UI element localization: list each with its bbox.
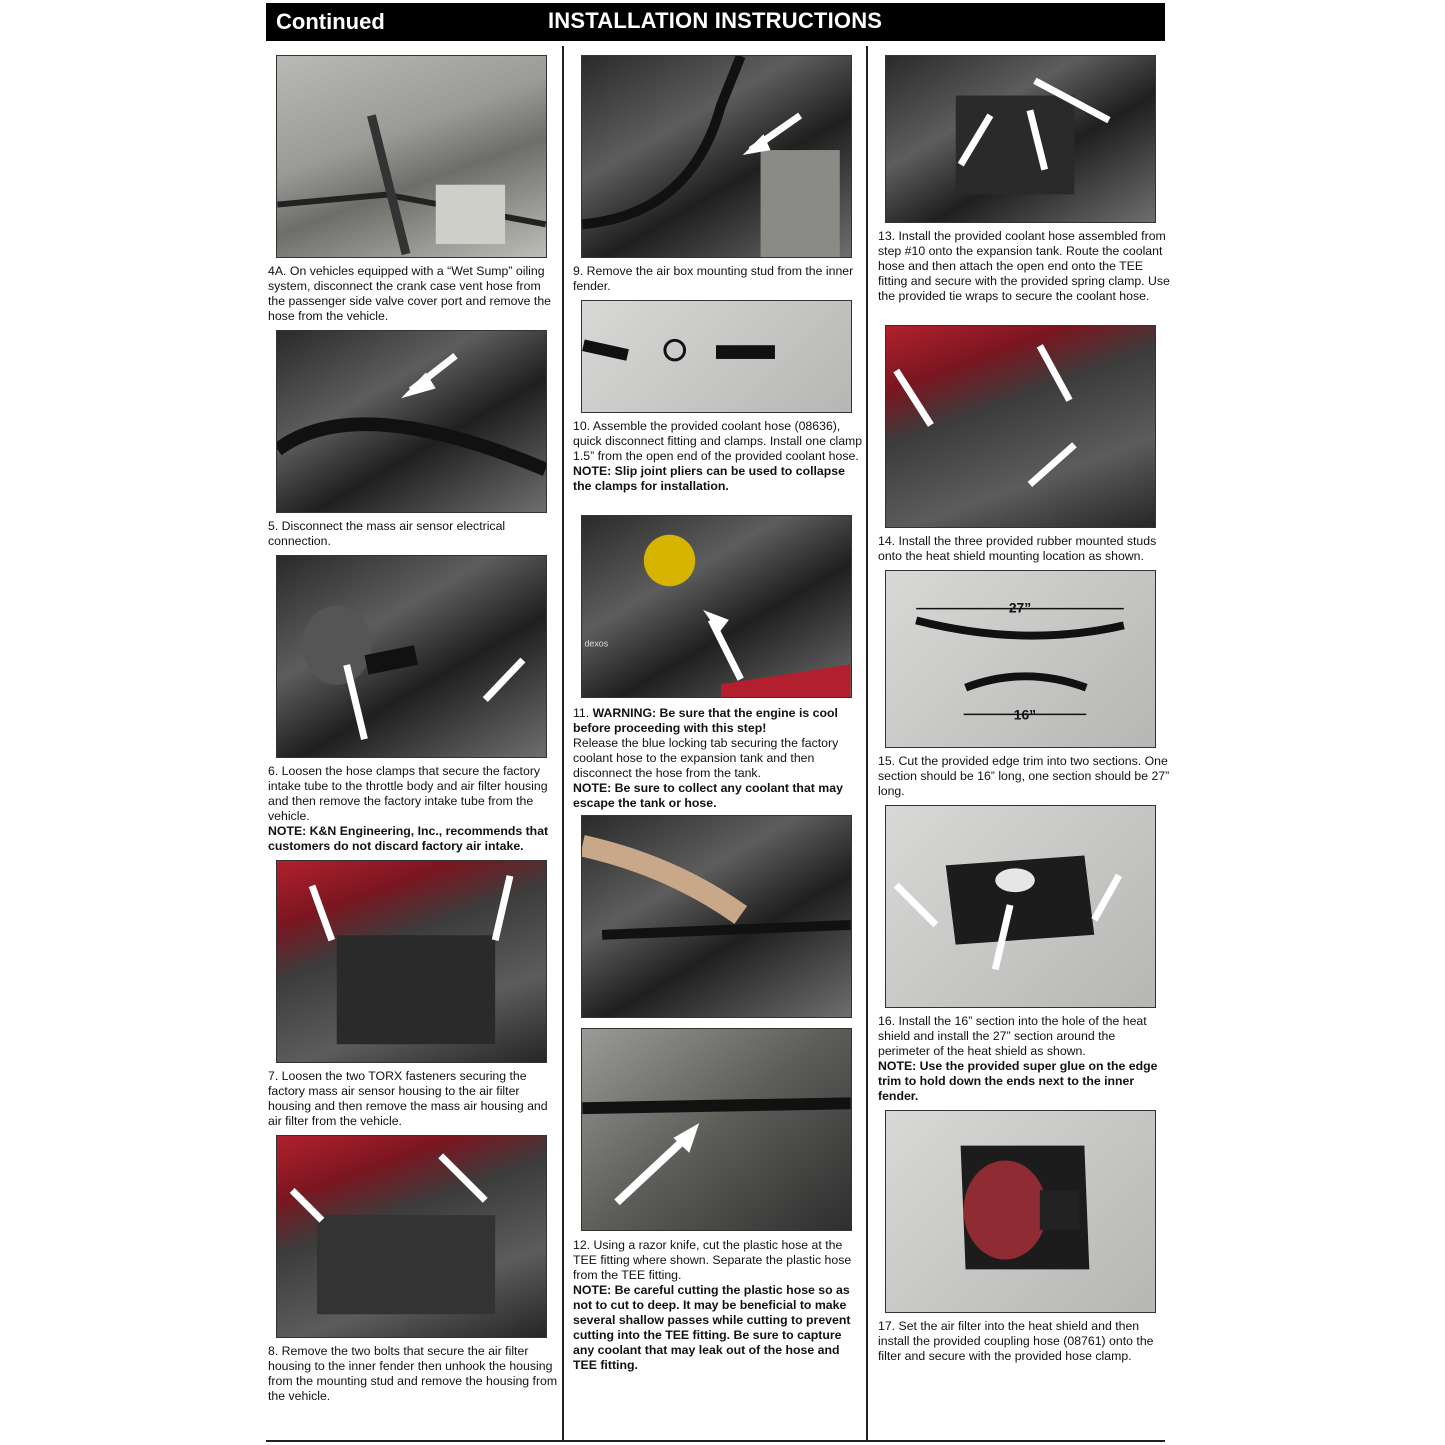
step-10-photo: [581, 300, 852, 413]
step-14-photo: [885, 325, 1156, 528]
step-7-text: 7. Loosen the two TORX fasteners securing the factory mass air sensor housing to the air filter housing and then remove the mass air housing and air filter from the vehicle.: [268, 1069, 548, 1128]
step-16-text: 16. Install the 16” section into the hole of the heat shield and install the 27” section around the perimeter of the heat shield as shown.: [878, 1014, 1147, 1058]
step-4a-text: 4A. On vehicles equipped with a “Wet Sump” oiling system, disconnect the crank case vent hose from the passenger side valve cover port and remove the hose from the vehicle.: [268, 264, 551, 323]
step-12-caption: [573, 1238, 865, 1373]
step-16-caption: [878, 1014, 1170, 1104]
step-5-text: 5. Disconnect the mass air sensor electrical connection.: [268, 519, 506, 548]
step-12a-photo: [581, 815, 852, 1018]
step-11-note: NOTE: Be sure to collect any coolant that may escape the tank or hose.: [573, 781, 843, 810]
step-15-text: 15. Cut the provided edge trim into two sections. One section should be 16” long, one section should be 27” long.: [878, 754, 1170, 798]
step-5-caption: [268, 519, 560, 549]
step-7-caption: [268, 1069, 560, 1129]
step-12-text: 12. Using a razor knife, cut the plastic hose at the TEE fitting where shown. Separate the plastic hose from the TEE fitting.: [573, 1238, 852, 1282]
step-17-photo: [885, 1110, 1156, 1313]
column-divider: [562, 46, 564, 1440]
step-11-photo: [581, 515, 852, 698]
step-13-text: 13. Install the provided coolant hose assembled from step #10 onto the expansion tank. Route the coolant hose and then attach the open end onto the TEE fitting and secure with the provided spring clamp. Use the provided tie wraps to secure the coolant hose.: [878, 229, 1170, 303]
step-11-num: 11.: [573, 706, 590, 720]
step-8-photo: [276, 1135, 547, 1338]
step-10-note: NOTE: Slip joint pliers can be used to collapse the clamps for installation.: [573, 464, 845, 493]
step-17-text: 17. Set the air filter into the heat shield and then install the provided coupling hose (08761) onto the filter and secure with the provided hose clamp.: [878, 1319, 1154, 1363]
step-7-photo: [276, 860, 547, 1063]
step-11-text: Release the blue locking tab securing the factory coolant hose to the expansion tank and then disconnect the hose from the tank.: [573, 736, 839, 780]
step-6-text: 6. Loosen the hose clamps that secure the factory intake tube to the throttle body and air filter housing and then remove the factory intake tube from the vehicle.: [268, 764, 548, 823]
step-6-photo: [276, 555, 547, 758]
step-16-note: NOTE: Use the provided super glue on the edge trim to hold down the ends next to the inner fender.: [878, 1059, 1158, 1103]
step-8-caption: [268, 1344, 560, 1404]
step-13-caption: [878, 229, 1170, 304]
step-9-text: 9. Remove the air box mounting stud from the inner fender.: [573, 264, 854, 293]
step-11-caption: [573, 706, 865, 811]
trim-16-label: 16”: [1013, 706, 1037, 723]
step-12b-photo: [581, 1028, 852, 1231]
trim-27-label: 27”: [1008, 599, 1032, 616]
dexos-label: dexos: [584, 638, 609, 649]
step-6-note: NOTE: K&N Engineering, Inc., recommends that customers do not discard factory air intake.: [268, 824, 549, 853]
step-4a-caption: [268, 264, 560, 324]
step-10-text: 10. Assemble the provided coolant hose (08636), quick disconnect fitting and clamps. Install one clamp 1.5” from the open end of the provided coolant hose.: [573, 419, 863, 463]
step-12-note: NOTE: Be careful cutting the plastic hose so as not to cut to deep. It may be beneficial to make several shallow passes while cutting to prevent cutting into the TEE fitting. Be sure to capture any coolant that may leak out of the hose and TEE fitting.: [573, 1283, 851, 1372]
step-11-warning: [573, 706, 865, 736]
step-6-caption: [268, 764, 560, 854]
step-11-warn: WARNING: Be sure that the engine is cool before proceeding with this step!: [573, 706, 838, 735]
step-14-text: 14. Install the three provided rubber mounted studs onto the heat shield mounting location as shown.: [878, 534, 1157, 563]
step-9-caption: [573, 264, 865, 294]
step-13-photo: [885, 55, 1156, 223]
header-banner: [266, 3, 1165, 41]
step-15-photo: [885, 570, 1156, 748]
step-16-photo: [885, 805, 1156, 1008]
continued-label: Continued: [276, 9, 385, 34]
step-17-caption: [878, 1319, 1170, 1364]
column-divider: [866, 46, 868, 1440]
step-4a-photo: [276, 55, 547, 258]
step-5-photo: [276, 330, 547, 513]
step-9-photo: [581, 55, 852, 258]
step-10-caption: [573, 419, 865, 494]
step-14-caption: [878, 534, 1170, 564]
bottom-rule: [266, 1440, 1165, 1442]
page-title: INSTALLATION INSTRUCTIONS: [548, 8, 883, 33]
step-15-caption: [878, 754, 1170, 799]
step-8-text: 8. Remove the two bolts that secure the air filter housing to the inner fender then unhook the housing from the mounting stud and remove the housing from the vehicle.: [268, 1344, 558, 1403]
